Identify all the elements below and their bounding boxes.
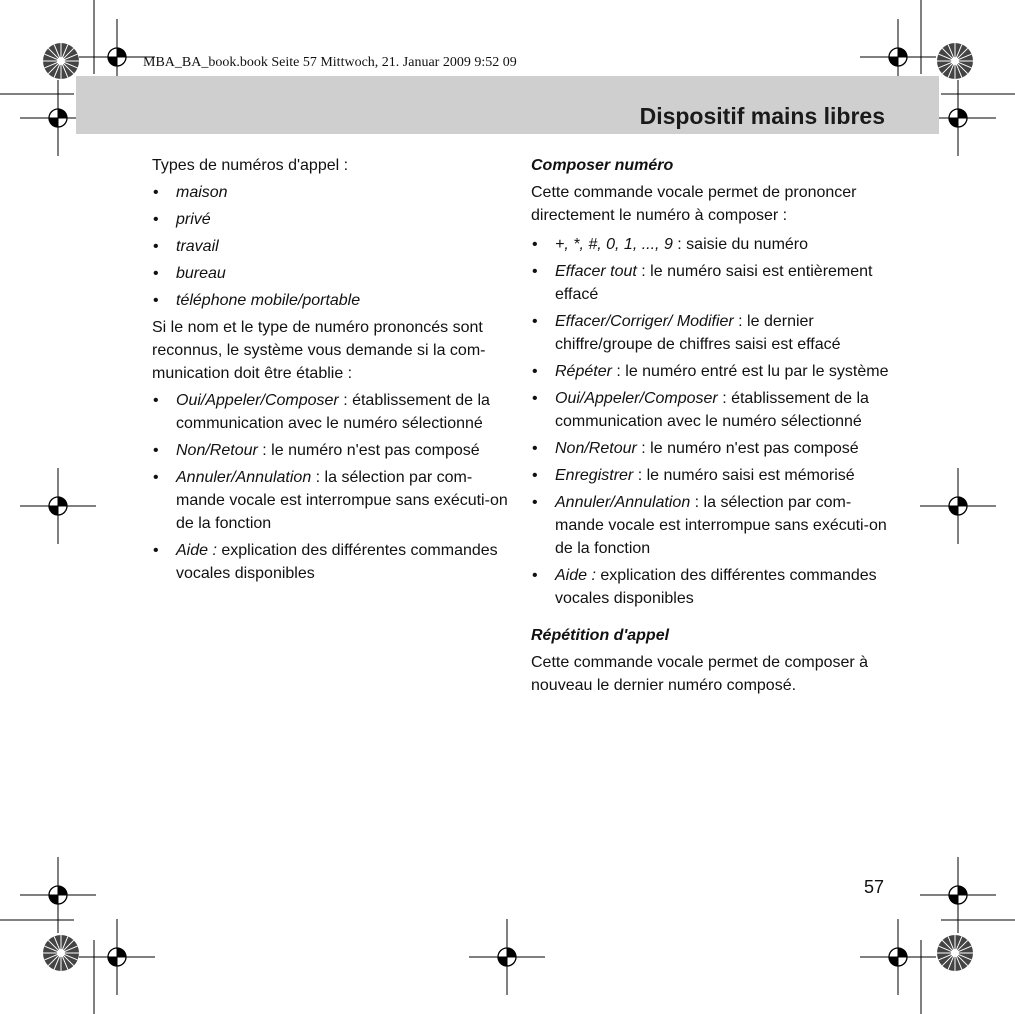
list-item — [531, 564, 891, 610]
command-term: Annuler/Annulation — [176, 469, 312, 486]
command-description: : le numéro n'est pas composé — [636, 440, 859, 457]
bullet: • — [153, 442, 159, 459]
bullet: • — [153, 542, 159, 559]
list-item — [531, 387, 891, 433]
command-description: : établissement de la communication avec le numéro sélectionné — [555, 390, 869, 430]
command-term: Oui/Appeler/Composer — [176, 392, 339, 409]
command-term: Enregistrer — [555, 467, 634, 484]
bullet: • — [532, 363, 538, 380]
list-item — [152, 539, 508, 585]
bullet: • — [532, 467, 538, 484]
command-description: : saisie du numéro — [672, 236, 809, 253]
list-item — [152, 289, 508, 312]
bullet: • — [153, 392, 159, 409]
registration-mark-icon — [920, 857, 996, 933]
list-item — [531, 491, 891, 560]
command-term: Non/Retour — [176, 442, 258, 459]
compose-commands-list — [531, 233, 891, 610]
command-description: : le numéro n'est pas composé — [257, 442, 480, 459]
header-band — [76, 76, 939, 134]
list-item — [531, 437, 891, 460]
bullet: • — [532, 263, 538, 280]
command-term: Répéter — [555, 363, 612, 380]
star-target-icon — [937, 43, 973, 79]
command-term: Non/Retour — [555, 440, 637, 457]
list-item — [531, 260, 891, 306]
page-number: 57 — [864, 877, 885, 897]
command-description: : établissement de la communication avec le numéro sélectionné — [176, 392, 490, 432]
compose-paragraph: Cette commande vocale permet de prononcer directement le numéro à composer : — [531, 184, 857, 224]
list-item — [531, 310, 891, 356]
type-term: bureau — [176, 265, 226, 282]
list-item — [152, 235, 508, 258]
type-term: privé — [176, 211, 211, 228]
bullet: • — [532, 390, 538, 407]
page-title: Dispositif mains libres — [639, 103, 885, 129]
list-item — [531, 233, 891, 256]
list-item — [152, 439, 508, 462]
registration-mark-icon — [920, 468, 996, 544]
command-description: : le numéro entré est lu par le système — [611, 363, 889, 380]
command-description: : la sélection par com-mande vocale est interrompue sans exécuti-on de la fonction — [176, 469, 508, 532]
types-intro: Types de numéros d'appel : — [152, 157, 349, 174]
bullet: • — [153, 238, 159, 255]
command-description: : le dernier chiffre/groupe de chiffres saisi est effacé — [555, 313, 841, 353]
bullet: • — [153, 184, 159, 201]
registration-mark-icon — [469, 919, 545, 995]
command-description: : la sélection par com-mande vocale est interrompue sans exécuti-on de la fonction — [555, 494, 887, 557]
left-column — [152, 154, 508, 589]
list-item — [152, 466, 508, 535]
star-target-icon — [937, 935, 973, 971]
type-term: téléphone mobile/portable — [176, 292, 361, 309]
star-target-icon — [43, 935, 79, 971]
number-types-list — [152, 181, 508, 312]
redial-paragraph: Cette commande vocale permet de composer à nouveau le dernier numéro composé. — [531, 654, 869, 694]
type-term: maison — [176, 184, 228, 201]
bullet: • — [153, 211, 159, 228]
command-description: explication des différentes commandes vocales disponibles — [176, 542, 498, 582]
bullet: • — [153, 265, 159, 282]
bullet: • — [532, 494, 538, 511]
bullet: • — [532, 567, 538, 584]
command-term: Aide : — [176, 542, 217, 559]
list-item — [152, 389, 508, 435]
right-column — [531, 154, 891, 703]
recognition-paragraph: Si le nom et le type de numéro prononcés sont reconnus, le système vous demande si la com-munication doit être établie : — [152, 319, 486, 382]
registration-mark-icon — [20, 468, 96, 544]
list-item — [152, 181, 508, 204]
command-term: Oui/Appeler/Composer — [555, 390, 718, 407]
bullet: • — [153, 469, 159, 486]
list-item — [152, 208, 508, 231]
command-term: Aide : — [555, 567, 596, 584]
section-heading-compose: Composer numéro — [531, 157, 674, 174]
list-item — [152, 262, 508, 285]
type-term: travail — [176, 238, 219, 255]
command-description: : le numéro saisi est mémorisé — [633, 467, 855, 484]
bullet: • — [532, 313, 538, 330]
bullet: • — [532, 236, 538, 253]
registration-mark-icon — [860, 919, 936, 995]
section-heading-redial: Répétition d'appel — [531, 627, 670, 644]
list-item — [531, 360, 891, 383]
registration-mark-icon — [79, 919, 155, 995]
list-item — [531, 464, 891, 487]
command-term: Effacer/Corriger/ Modifier — [555, 313, 734, 330]
command-term: Effacer tout — [555, 263, 637, 280]
command-description: : le numéro saisi est entièrement effacé — [555, 263, 873, 303]
command-term: +, *, #, 0, 1, ..., 9 — [555, 236, 673, 253]
command-description: explication des différentes commandes vocales disponibles — [555, 567, 877, 607]
command-term: Annuler/Annulation — [555, 494, 691, 511]
section-gap — [531, 614, 891, 624]
bullet: • — [153, 292, 159, 309]
registration-mark-icon — [20, 857, 96, 933]
bullet: • — [532, 440, 538, 457]
print-slug: MBA_BA_book.book Seite 57 Mittwoch, 21. Januar 2009 9:52 09 — [143, 55, 517, 70]
confirmation-options-list — [152, 389, 508, 585]
star-target-icon — [43, 43, 79, 79]
